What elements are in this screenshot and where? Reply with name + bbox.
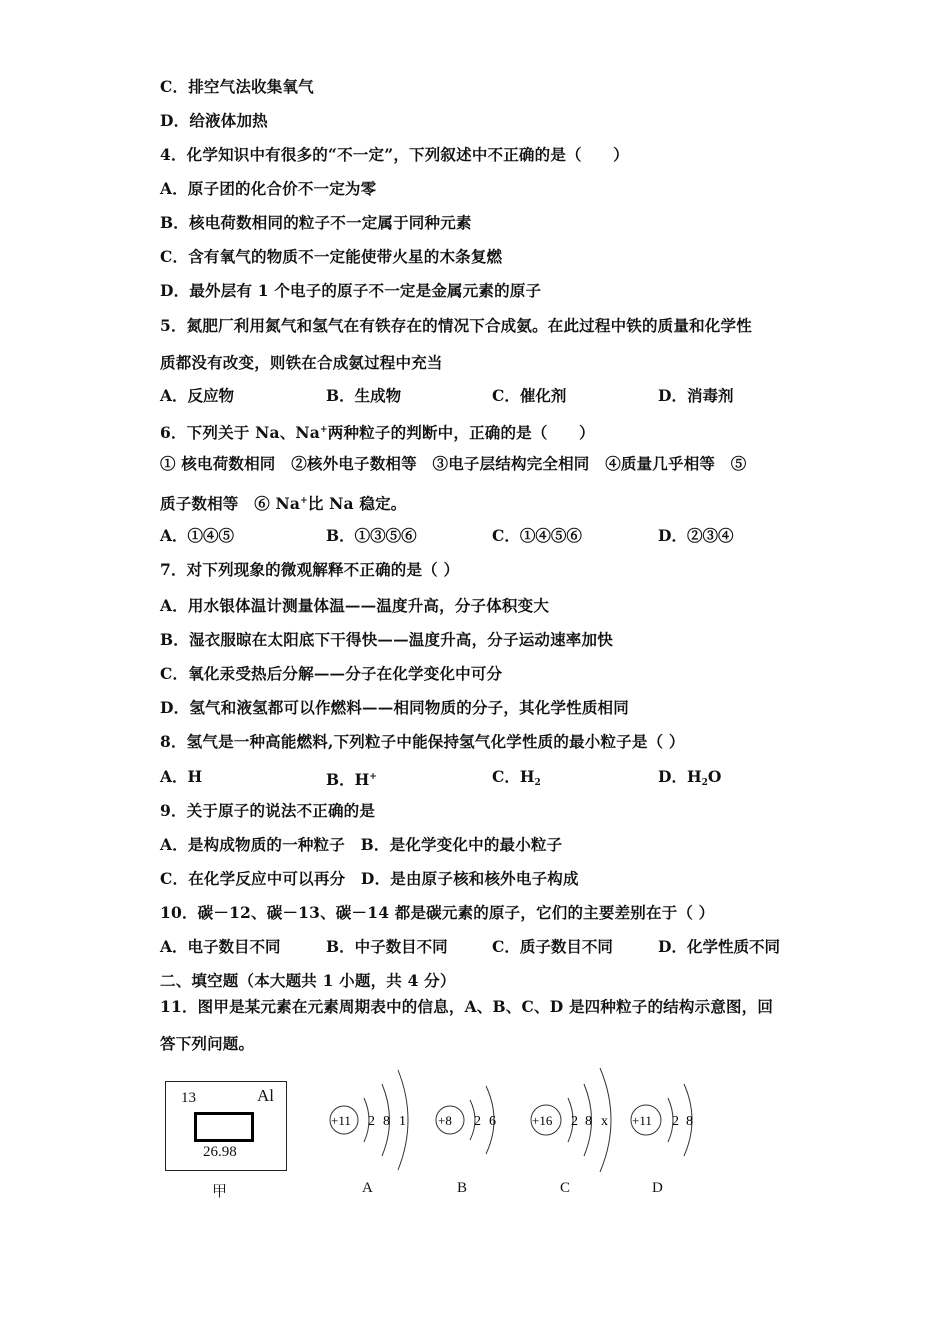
figure-label-d: D <box>652 1180 663 1196</box>
svg-text:x: x <box>601 1114 608 1129</box>
q5-option-d: D．消毒剂 <box>658 386 734 405</box>
nucleus-charge: +8 <box>438 1113 452 1128</box>
q10-option-c: C．质子数目不同 <box>492 937 613 956</box>
q6-statements-line1: ① 核电荷数相同 ②核外电子数相等 ③电子层结构完全相同 ④质量几乎相等 ⑤ <box>160 454 747 473</box>
element-name-blank-box <box>194 1112 254 1142</box>
atom-diagram-d <box>626 1074 706 1164</box>
q8-stem: 8．氢气是一种高能燃料,下列粒子中能保持氢气化学性质的最小粒子是（ ） <box>160 732 685 751</box>
q6-option-c: C．①④⑤⑥ <box>492 526 582 545</box>
q4-stem: 4．化学知识中有很多的“不一定”，下列叙述中不正确的是（ ） <box>160 145 629 164</box>
q4-option-b: B．核电荷数相同的粒子不一定属于同种元素 <box>160 213 472 232</box>
q5-stem-line2: 质都没有改变，则铁在合成氨过程中充当 <box>160 353 443 372</box>
figure-label-a: A <box>362 1180 373 1196</box>
q10-stem: 10．碳－12、碳－13、碳－14 都是碳元素的原子，它们的主要差别在于（ ） <box>160 903 715 922</box>
element-card-figure <box>165 1081 287 1171</box>
q8-option-b: B．H+ <box>326 770 377 789</box>
q6-option-b: B．①③⑤⑥ <box>326 526 417 545</box>
svg-text:1: 1 <box>399 1114 406 1129</box>
q4-option-a: A．原子团的化合价不一定为零 <box>160 179 377 198</box>
q5-stem-line1: 5．氮肥厂利用氮气和氢气在有铁存在的情况下合成氨。在此过程中铁的质量和化学性 <box>160 316 752 335</box>
q8-option-c: C．$H_2$ <box>492 767 541 788</box>
svg-text:8: 8 <box>686 1114 693 1129</box>
q10-option-a: A．电子数目不同 <box>160 937 281 956</box>
q10-option-d: D．化学性质不同 <box>658 937 780 956</box>
q3-option-d: D．给液体加热 <box>160 111 268 130</box>
atomic-mass: 26.98 <box>203 1144 237 1160</box>
q7-stem: 7．对下列现象的微观解释不正确的是（ ） <box>160 560 460 579</box>
svg-text:8: 8 <box>585 1114 592 1129</box>
q7-option-b: B．湿衣服晾在太阳底下干得快——温度升高，分子运动速率加快 <box>160 630 613 649</box>
section-heading-fill-in: 二、填空题（本大题共 1 小题，共 4 分） <box>160 971 456 990</box>
atom-diagram-b <box>432 1074 512 1164</box>
q5-option-c: C．催化剂 <box>492 386 567 405</box>
q8-option-a: A．H <box>160 767 203 786</box>
q4-option-d: D．最外层有 1 个电子的原子不一定是金属元素的原子 <box>160 281 542 300</box>
q9-options-cd: C．在化学反应中可以再分 D．是由原子核和核外电子构成 <box>160 869 579 888</box>
figure-label-b: B <box>457 1180 468 1196</box>
q6-statements-line2: 质子数相等 ⑥ Na+比 Na 稳定。 <box>160 494 407 513</box>
nucleus-charge: +11 <box>331 1113 351 1128</box>
q9-stem: 9．关于原子的说法不正确的是 <box>160 801 376 820</box>
nucleus-charge: +11 <box>632 1113 652 1128</box>
q11-stem-line2: 答下列问题。 <box>160 1034 255 1053</box>
svg-text:2: 2 <box>474 1114 481 1129</box>
q6-option-a: A．①④⑤ <box>160 526 235 545</box>
q8-option-d: D．$H_2O$ <box>658 767 722 788</box>
q3-option-c: C．排空气法收集氧气 <box>160 77 314 96</box>
q7-option-d: D．氢气和液氢都可以作燃料——相同物质的分子，其化学性质相同 <box>160 698 629 717</box>
svg-text:2: 2 <box>571 1114 578 1129</box>
nucleus-charge: +16 <box>532 1113 553 1128</box>
svg-text:2: 2 <box>368 1114 375 1129</box>
q5-option-b: B．生成物 <box>326 386 402 405</box>
svg-text:2: 2 <box>672 1114 679 1129</box>
figure-label-c: C <box>560 1180 571 1196</box>
q9-options-ab: A．是构成物质的一种粒子 B．是化学变化中的最小粒子 <box>160 835 563 854</box>
atomic-number: 13 <box>181 1090 196 1106</box>
atom-diagram-c <box>526 1064 626 1174</box>
q11-stem-line1: 11．图甲是某元素在元素周期表中的信息，A、B、C、D 是四种粒子的结构示意图，回 <box>160 997 774 1016</box>
q5-option-a: A．反应物 <box>160 386 235 405</box>
svg-text:8: 8 <box>383 1114 390 1129</box>
q10-option-b: B．中子数目不同 <box>326 937 448 956</box>
q7-option-a: A．用水银体温计测量体温——温度升高，分子体积变大 <box>160 596 550 615</box>
q6-option-d: D．②③④ <box>658 526 734 545</box>
svg-text:6: 6 <box>489 1114 496 1129</box>
q4-option-c: C．含有氧气的物质不一定能使带火星的木条复燃 <box>160 247 503 266</box>
element-symbol: Al <box>257 1086 274 1105</box>
q7-option-c: C．氧化汞受热后分解——分子在化学变化中可分 <box>160 664 503 683</box>
figure-label-jia: 甲 <box>212 1184 228 1200</box>
atom-diagram-a <box>322 1064 422 1174</box>
q6-stem: 6．下列关于 Na、Na+两种粒子的判断中，正确的是（ ） <box>160 423 595 442</box>
